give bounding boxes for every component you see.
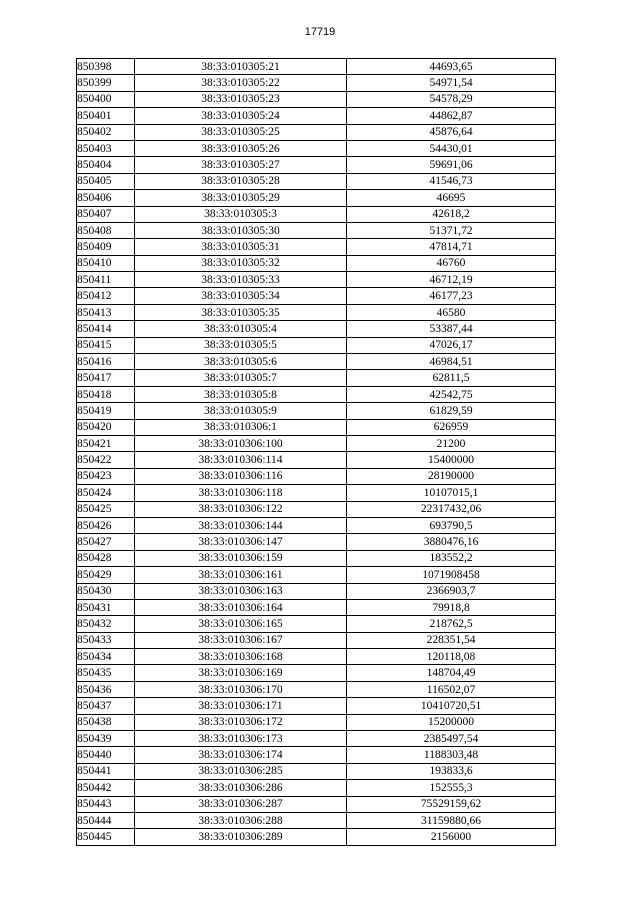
cadastral-number-cell: 38:33:010306:165 [135, 616, 347, 632]
row-number-cell: 850430 [77, 583, 135, 599]
row-number-cell: 850404 [77, 157, 135, 173]
value-cell: 59691,06 [347, 157, 556, 173]
value-cell: 62811,5 [347, 370, 556, 386]
cadastral-number-cell: 38:33:010305:35 [135, 304, 347, 320]
value-cell: 47814,71 [347, 239, 556, 255]
value-cell: 3880476,16 [347, 534, 556, 550]
value-cell: 228351,54 [347, 632, 556, 648]
value-cell: 44693,65 [347, 59, 556, 75]
value-cell: 44862,87 [347, 108, 556, 124]
value-cell: 10107015,1 [347, 485, 556, 501]
table-row [77, 468, 556, 484]
value-cell: 148704,49 [347, 665, 556, 681]
cadastral-number-cell: 38:33:010305:34 [135, 288, 347, 304]
row-number-cell: 850418 [77, 386, 135, 402]
value-cell: 1188303,48 [347, 747, 556, 763]
table-row [77, 567, 556, 583]
cadastral-number-cell: 38:33:010306:159 [135, 550, 347, 566]
cadastral-number-cell: 38:33:010305:21 [135, 59, 347, 75]
row-number-cell: 850407 [77, 206, 135, 222]
table-row [77, 206, 556, 222]
table-row [77, 321, 556, 337]
cadastral-number-cell: 38:33:010306:286 [135, 780, 347, 796]
value-cell: 75529159,62 [347, 796, 556, 812]
row-number-cell: 850400 [77, 91, 135, 107]
value-cell: 42618,2 [347, 206, 556, 222]
cadastral-number-cell: 38:33:010305:26 [135, 140, 347, 156]
table-row [77, 272, 556, 288]
cadastral-number-cell: 38:33:010306:167 [135, 632, 347, 648]
row-number-cell: 850412 [77, 288, 135, 304]
value-cell: 46580 [347, 304, 556, 320]
value-cell: 46712,19 [347, 272, 556, 288]
row-number-cell: 850408 [77, 222, 135, 238]
value-cell: 46984,51 [347, 354, 556, 370]
value-cell: 693790,5 [347, 517, 556, 533]
table-row [77, 403, 556, 419]
row-number-cell: 850401 [77, 108, 135, 124]
row-number-cell: 850441 [77, 763, 135, 779]
cadastral-number-cell: 38:33:010305:33 [135, 272, 347, 288]
cadastral-number-cell: 38:33:010306:285 [135, 763, 347, 779]
value-cell: 79918,8 [347, 599, 556, 615]
row-number-cell: 850436 [77, 681, 135, 697]
table-row [77, 91, 556, 107]
row-number-cell: 850421 [77, 435, 135, 451]
row-number-cell: 850431 [77, 599, 135, 615]
row-number-cell: 850419 [77, 403, 135, 419]
row-number-cell: 850398 [77, 59, 135, 75]
row-number-cell: 850437 [77, 698, 135, 714]
table-row [77, 796, 556, 812]
value-cell: 61829,59 [347, 403, 556, 419]
value-cell: 2385497,54 [347, 731, 556, 747]
table-row [77, 354, 556, 370]
row-number-cell: 850415 [77, 337, 135, 353]
row-number-cell: 850429 [77, 567, 135, 583]
cadastral-number-cell: 38:33:010306:172 [135, 714, 347, 730]
value-cell: 193833,6 [347, 763, 556, 779]
row-number-cell: 850414 [77, 321, 135, 337]
table-row [77, 599, 556, 615]
table-row [77, 452, 556, 468]
table-row [77, 714, 556, 730]
row-number-cell: 850416 [77, 354, 135, 370]
table-row [77, 812, 556, 828]
cadastral-number-cell: 38:33:010305:23 [135, 91, 347, 107]
table-row [77, 435, 556, 451]
cadastral-number-cell: 38:33:010306:287 [135, 796, 347, 812]
cadastral-number-cell: 38:33:010305:5 [135, 337, 347, 353]
cadastral-number-cell: 38:33:010305:27 [135, 157, 347, 173]
row-number-cell: 850438 [77, 714, 135, 730]
cadastral-number-cell: 38:33:010305:29 [135, 190, 347, 206]
table-row [77, 255, 556, 271]
value-cell: 116502,07 [347, 681, 556, 697]
value-cell: 46695 [347, 190, 556, 206]
table-row [77, 370, 556, 386]
cadastral-number-cell: 38:33:010306:116 [135, 468, 347, 484]
cadastral-value-table [76, 58, 556, 846]
row-number-cell: 850423 [77, 468, 135, 484]
value-cell: 15400000 [347, 452, 556, 468]
row-number-cell: 850410 [77, 255, 135, 271]
table-row [77, 698, 556, 714]
cadastral-number-cell: 38:33:010306:163 [135, 583, 347, 599]
cadastral-number-cell: 38:33:010305:3 [135, 206, 347, 222]
row-number-cell: 850402 [77, 124, 135, 140]
row-number-cell: 850413 [77, 304, 135, 320]
value-cell: 54430,01 [347, 140, 556, 156]
value-cell: 51371,72 [347, 222, 556, 238]
table-row [77, 583, 556, 599]
value-cell: 28190000 [347, 468, 556, 484]
table-row [77, 157, 556, 173]
cadastral-number-cell: 38:33:010306:173 [135, 731, 347, 747]
value-cell: 47026,17 [347, 337, 556, 353]
value-cell: 1071908458 [347, 567, 556, 583]
row-number-cell: 850403 [77, 140, 135, 156]
cadastral-number-cell: 38:33:010306:1 [135, 419, 347, 435]
row-number-cell: 850425 [77, 501, 135, 517]
cadastral-number-cell: 38:33:010305:8 [135, 386, 347, 402]
table-row [77, 222, 556, 238]
value-cell: 218762,5 [347, 616, 556, 632]
row-number-cell: 850409 [77, 239, 135, 255]
row-number-cell: 850424 [77, 485, 135, 501]
value-cell: 22317432,06 [347, 501, 556, 517]
cadastral-number-cell: 38:33:010306:170 [135, 681, 347, 697]
value-cell: 45876,64 [347, 124, 556, 140]
row-number-cell: 850444 [77, 812, 135, 828]
table-row [77, 75, 556, 91]
row-number-cell: 850411 [77, 272, 135, 288]
cadastral-number-cell: 38:33:010305:6 [135, 354, 347, 370]
row-number-cell: 850439 [77, 731, 135, 747]
table-row [77, 632, 556, 648]
cadastral-number-cell: 38:33:010305:7 [135, 370, 347, 386]
table-row [77, 747, 556, 763]
table-row [77, 485, 556, 501]
table-row [77, 780, 556, 796]
table-row [77, 550, 556, 566]
table-row [77, 140, 556, 156]
table-row [77, 763, 556, 779]
value-cell: 54578,29 [347, 91, 556, 107]
value-cell: 54971,54 [347, 75, 556, 91]
value-cell: 41546,73 [347, 173, 556, 189]
cadastral-number-cell: 38:33:010305:31 [135, 239, 347, 255]
value-cell: 183552,2 [347, 550, 556, 566]
value-cell: 2156000 [347, 829, 556, 845]
value-cell: 152555,3 [347, 780, 556, 796]
table-row [77, 501, 556, 517]
table-row [77, 124, 556, 140]
value-cell: 626959 [347, 419, 556, 435]
row-number-cell: 850426 [77, 517, 135, 533]
cadastral-number-cell: 38:33:010305:4 [135, 321, 347, 337]
table-row [77, 616, 556, 632]
value-cell: 46177,23 [347, 288, 556, 304]
cadastral-number-cell: 38:33:010305:28 [135, 173, 347, 189]
row-number-cell: 850442 [77, 780, 135, 796]
row-number-cell: 850428 [77, 550, 135, 566]
cadastral-number-cell: 38:33:010305:25 [135, 124, 347, 140]
row-number-cell: 850427 [77, 534, 135, 550]
cadastral-number-cell: 38:33:010305:24 [135, 108, 347, 124]
cadastral-number-cell: 38:33:010306:144 [135, 517, 347, 533]
table-row [77, 665, 556, 681]
value-cell: 21200 [347, 435, 556, 451]
row-number-cell: 850445 [77, 829, 135, 845]
table-row [77, 517, 556, 533]
value-cell: 15200000 [347, 714, 556, 730]
table-row [77, 288, 556, 304]
row-number-cell: 850420 [77, 419, 135, 435]
row-number-cell: 850440 [77, 747, 135, 763]
value-cell: 120118,08 [347, 649, 556, 665]
table-row [77, 649, 556, 665]
cadastral-number-cell: 38:33:010306:288 [135, 812, 347, 828]
row-number-cell: 850443 [77, 796, 135, 812]
table-row [77, 239, 556, 255]
table-row [77, 731, 556, 747]
page-number: 17719 [304, 26, 336, 38]
table-row [77, 681, 556, 697]
row-number-cell: 850435 [77, 665, 135, 681]
value-cell: 10410720,51 [347, 698, 556, 714]
cadastral-number-cell: 38:33:010306:164 [135, 599, 347, 615]
cadastral-number-cell: 38:33:010306:169 [135, 665, 347, 681]
table-row [77, 419, 556, 435]
cadastral-number-cell: 38:33:010305:22 [135, 75, 347, 91]
table-row [77, 337, 556, 353]
cadastral-number-cell: 38:33:010306:289 [135, 829, 347, 845]
table-row [77, 534, 556, 550]
value-cell: 53387,44 [347, 321, 556, 337]
cadastral-number-cell: 38:33:010305:30 [135, 222, 347, 238]
row-number-cell: 850405 [77, 173, 135, 189]
row-number-cell: 850434 [77, 649, 135, 665]
cadastral-number-cell: 38:33:010306:122 [135, 501, 347, 517]
row-number-cell: 850433 [77, 632, 135, 648]
cadastral-number-cell: 38:33:010306:147 [135, 534, 347, 550]
cadastral-number-cell: 38:33:010306:118 [135, 485, 347, 501]
table-row [77, 190, 556, 206]
cadastral-number-cell: 38:33:010305:9 [135, 403, 347, 419]
value-cell: 42542,75 [347, 386, 556, 402]
row-number-cell: 850422 [77, 452, 135, 468]
value-cell: 31159880,66 [347, 812, 556, 828]
value-cell: 46760 [347, 255, 556, 271]
table-row [77, 108, 556, 124]
row-number-cell: 850399 [77, 75, 135, 91]
table-row [77, 59, 556, 75]
table-row [77, 386, 556, 402]
table-row [77, 829, 556, 845]
row-number-cell: 850406 [77, 190, 135, 206]
table-row [77, 173, 556, 189]
row-number-cell: 850417 [77, 370, 135, 386]
cadastral-number-cell: 38:33:010306:174 [135, 747, 347, 763]
cadastral-number-cell: 38:33:010305:32 [135, 255, 347, 271]
cadastral-number-cell: 38:33:010306:168 [135, 649, 347, 665]
cadastral-number-cell: 38:33:010306:171 [135, 698, 347, 714]
cadastral-number-cell: 38:33:010306:100 [135, 435, 347, 451]
value-cell: 2366903,7 [347, 583, 556, 599]
cadastral-number-cell: 38:33:010306:161 [135, 567, 347, 583]
row-number-cell: 850432 [77, 616, 135, 632]
table-body [77, 59, 556, 846]
cadastral-number-cell: 38:33:010306:114 [135, 452, 347, 468]
table-row [77, 304, 556, 320]
